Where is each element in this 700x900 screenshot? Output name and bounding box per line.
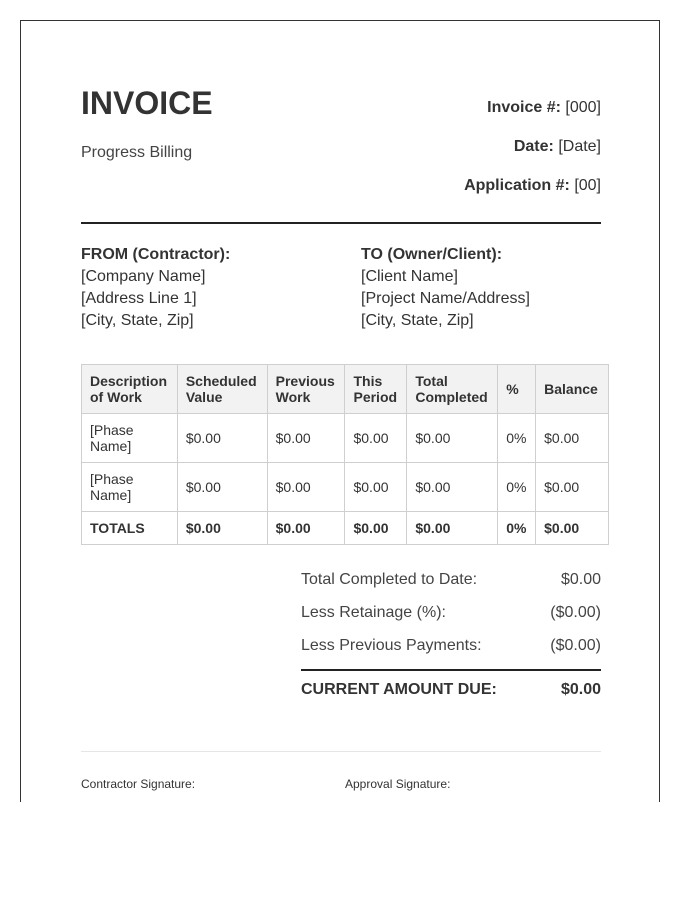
- cell-this-period: $0.00: [345, 463, 407, 512]
- invoice-date-label: Date:: [513, 138, 554, 155]
- invoice-number-value: [000]: [565, 99, 601, 116]
- invoice-date-row: [464, 136, 601, 175]
- application-number-label: Application #:: [464, 177, 570, 194]
- current-amount-due-row: [301, 679, 601, 712]
- from-city-state-zip: [City, State, Zip]: [81, 312, 194, 329]
- cell-scheduled-value: $0.00: [177, 414, 267, 463]
- cell-balance: $0.00: [536, 414, 609, 463]
- totals-previous-work: $0.00: [267, 512, 345, 545]
- to-client-block: [361, 244, 530, 332]
- cell-previous-work: $0.00: [267, 463, 345, 512]
- totals-total-completed: $0.00: [407, 512, 498, 545]
- header-divider: [81, 222, 601, 224]
- invoice-subtitle: Progress Billing: [81, 144, 193, 161]
- table-row: [82, 414, 609, 463]
- from-heading: FROM (Contractor):: [81, 246, 231, 263]
- cell-percent: 0%: [498, 463, 536, 512]
- invoice-meta: [464, 97, 601, 214]
- application-number-row: [464, 175, 601, 214]
- to-project-address: [Project Name/Address]: [361, 290, 530, 307]
- signature-divider: [81, 751, 601, 752]
- summary-previous-payments-label: Less Previous Payments:: [301, 637, 482, 654]
- summary-previous-payments-value: ($0.00): [550, 637, 601, 654]
- cell-this-period: $0.00: [345, 414, 407, 463]
- summary-completed-label: Total Completed to Date:: [301, 571, 478, 588]
- summary-completed-row: [301, 569, 601, 602]
- approval-signature-label: Approval Signature:: [345, 777, 451, 791]
- current-amount-due-label: CURRENT AMOUNT DUE:: [301, 681, 497, 698]
- cell-percent: 0%: [498, 414, 536, 463]
- column-header-percent: %: [498, 365, 536, 414]
- table-header-row: [82, 365, 609, 414]
- from-address-line: [Address Line 1]: [81, 290, 197, 307]
- summary-retainage-value: ($0.00): [550, 604, 601, 621]
- totals-balance: $0.00: [536, 512, 609, 545]
- from-company-name: [Company Name]: [81, 268, 206, 285]
- invoice-date-value: [Date]: [558, 138, 601, 155]
- cell-previous-work: $0.00: [267, 414, 345, 463]
- column-header-description: Description of Work: [82, 365, 178, 414]
- summary-retainage-row: [301, 602, 601, 635]
- invoice-number-row: [464, 97, 601, 136]
- invoice-title: INVOICE: [81, 85, 213, 121]
- cell-description: [Phase Name]: [82, 463, 178, 512]
- totals-label: TOTALS: [82, 512, 178, 545]
- table-row: [82, 463, 609, 512]
- column-header-previous-work: Previous Work: [267, 365, 345, 414]
- column-header-balance: Balance: [536, 365, 609, 414]
- work-items-table: [81, 364, 609, 545]
- summary-divider: [301, 669, 601, 671]
- totals-percent: 0%: [498, 512, 536, 545]
- contractor-signature-label: Contractor Signature:: [81, 777, 196, 791]
- summary-retainage-label: Less Retainage (%):: [301, 604, 446, 621]
- summary-completed-value: $0.00: [560, 571, 601, 588]
- invoice-page: [20, 20, 660, 802]
- cell-balance: $0.00: [536, 463, 609, 512]
- column-header-this-period: This Period: [345, 365, 407, 414]
- cell-scheduled-value: $0.00: [177, 463, 267, 512]
- column-header-total-completed: Total Completed: [407, 365, 498, 414]
- current-amount-due-value: $0.00: [560, 681, 601, 698]
- column-header-scheduled-value: Scheduled Value: [177, 365, 267, 414]
- totals-row: [82, 512, 609, 545]
- totals-scheduled-value: $0.00: [177, 512, 267, 545]
- cell-description: [Phase Name]: [82, 414, 178, 463]
- application-number-value: [00]: [574, 177, 601, 194]
- to-city-state-zip: [City, State, Zip]: [361, 312, 474, 329]
- to-client-name: [Client Name]: [361, 268, 458, 285]
- cell-total-completed: $0.00: [407, 463, 498, 512]
- summary-previous-payments-row: [301, 635, 601, 668]
- from-contractor-block: [81, 244, 230, 332]
- invoice-number-label: Invoice #:: [487, 99, 561, 116]
- payment-summary: [301, 569, 601, 712]
- cell-total-completed: $0.00: [407, 414, 498, 463]
- to-heading: TO (Owner/Client):: [361, 246, 503, 263]
- totals-this-period: $0.00: [345, 512, 407, 545]
